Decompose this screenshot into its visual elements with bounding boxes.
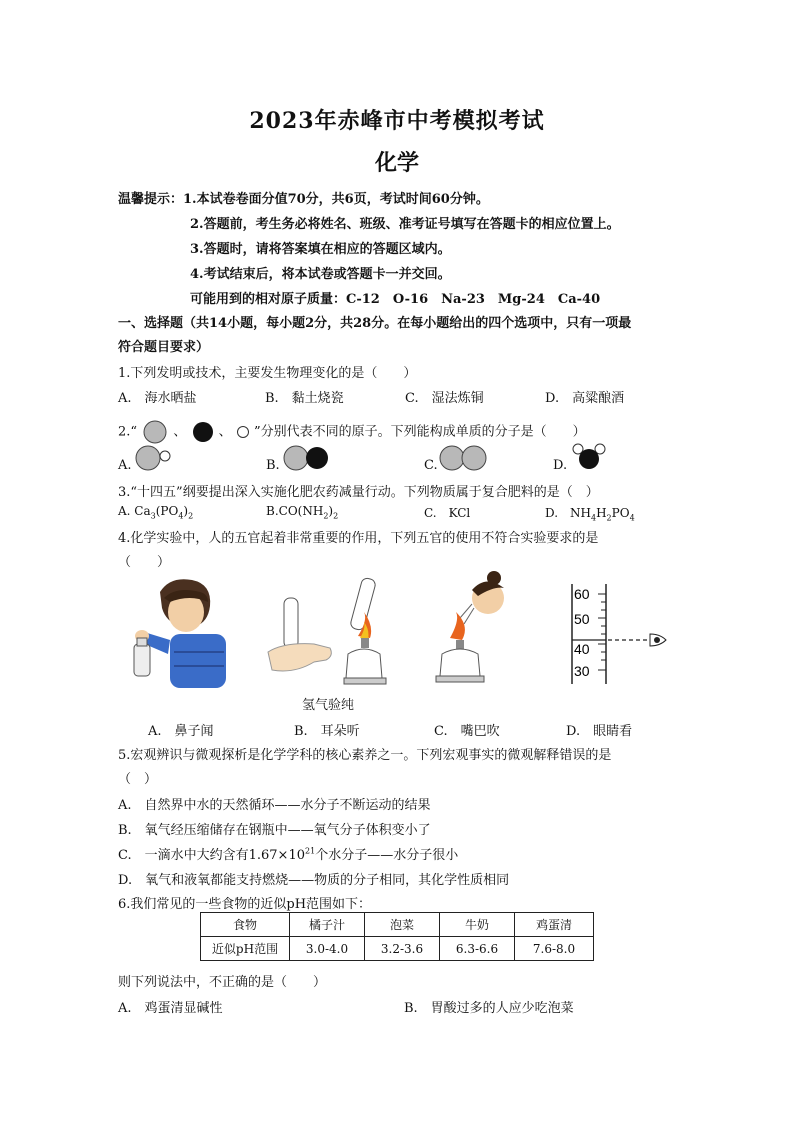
q5-stem-line1: 5.宏观辨识与微观探析是化学学科的核心素养之一。下列宏观事实的微观解释错误的是	[118, 748, 612, 763]
black-atom-icon	[191, 420, 215, 444]
cylinder-label-40: 40	[574, 641, 590, 657]
q6-stem: 6.我们常见的一些食物的近似pH范围如下：	[118, 897, 372, 912]
table-cell: 3.2-3.6	[365, 937, 440, 961]
q2-option-a-letter: A.	[118, 458, 132, 473]
q1-option-b: B. 黏土烧瓷	[265, 391, 344, 406]
q2-stem-post: ”分别代表不同的原子。下列能构成单质的分子是（ ）	[253, 424, 586, 440]
table-cell: 6.3-6.6	[440, 937, 515, 961]
exam-subject: 化学	[374, 150, 419, 176]
q4-option-a: A. 鼻子闻	[148, 724, 214, 739]
section-heading-1: 一、选择题（共14小题，每小题2分，共28分。在每小题给出的四个选项中，只有一项最	[118, 316, 632, 331]
q5-option-c: C. 一滴水中大约含有$1.67\times 10^{21}$个水分子——水分子很小	[118, 846, 459, 863]
table-header-cell: 牛奶	[440, 913, 515, 937]
table-header-cell: 泡菜	[365, 913, 440, 937]
notice-label	[118, 188, 489, 207]
q2-molecule-d-icon	[570, 440, 610, 470]
section-heading-2: 符合题目要求）	[118, 340, 210, 355]
q2-molecule-a-icon	[134, 444, 176, 472]
q2-option-d-letter: D.	[553, 458, 568, 473]
q6-option-a: A. 鸡蛋清显碱性	[118, 1001, 223, 1016]
notice-label-text: 温馨提示：	[118, 192, 184, 207]
q3-option-b: $B.CO(NH_2)_2$	[266, 504, 339, 521]
table-header-cell: 橘子汁	[290, 913, 365, 937]
q3-option-c: C. KCl	[424, 506, 471, 520]
q4-stem-line1: 4.化学实验中，人的五官起着非常重要的作用，下列五官的使用不符合实验要求的是	[118, 531, 599, 546]
table-row	[201, 937, 594, 961]
q2-stem-sep2: 、	[218, 424, 232, 440]
smelling-illustration-icon	[120, 572, 232, 690]
q4-option-b: B. 耳朵听	[294, 724, 360, 739]
notice-item-2: 2.答题前，考生务必将姓名、班级、准考证号填写在答题卡的相应位置上。	[190, 217, 620, 232]
notice-item-3: 3.答题时，请将答案填在相应的答题区域内。	[190, 242, 451, 257]
q6-option-b: B. 胃酸过多的人应少吃泡菜	[404, 1001, 574, 1016]
q4-option-d: D. 眼睛看	[566, 724, 633, 739]
cylinder-label-50: 50	[574, 611, 590, 627]
q1-option-d: D. 高粱酿酒	[545, 391, 625, 406]
table-header-cell: 食物	[201, 913, 290, 937]
q4-option-c: C. 嘴巴吹	[434, 724, 500, 739]
q1-option-a: A. 海水晒盐	[118, 391, 197, 406]
atomic-mass: 可能用到的相对原子质量：C-12 O-16 Na-23 Mg-24 Ca-40	[190, 292, 601, 307]
q3-stem: 3.“十四五”纲要提出深入实施化肥农药减量行动。下列物质属于复合肥料的是（ ）	[118, 485, 599, 500]
q3-option-d: D. $NH_4H_2PO_4$	[545, 506, 635, 523]
notice-item-4: 4.考试结束后，将本试卷或答题卡一并交回。	[190, 267, 451, 282]
q2-option-c-letter: C.	[424, 458, 438, 473]
table-cell: 3.0-4.0	[290, 937, 365, 961]
cylinder-label-30: 30	[574, 663, 590, 679]
q4-stem-line2: （ ）	[118, 555, 171, 570]
ph-table	[200, 912, 594, 961]
q3-option-a: A. $Ca_3(PO_4)_2$	[118, 504, 194, 521]
cylinder-label-60: 60	[574, 586, 590, 602]
q1-option-c: C. 湿法炼铜	[405, 391, 484, 406]
gray-atom-icon	[141, 420, 169, 444]
q2-molecule-c-icon	[439, 444, 489, 472]
exam-title: 2023年赤峰市中考模拟考试	[249, 108, 545, 134]
q1-stem: 1.下列发明或技术，主要发生物理变化的是（ ）	[118, 366, 417, 381]
q2-option-b-letter: B.	[266, 458, 280, 473]
table-row	[201, 913, 594, 937]
q5-option-d: D. 氧气和液氧都能支持燃烧——物质的分子相同，其化学性质相同	[118, 873, 510, 888]
q2-stem-sep1: 、	[173, 424, 187, 440]
q5-option-b: B. 氧气经压缩储存在钢瓶中——氧气分子体积变小了	[118, 823, 431, 838]
q6-question: 则下列说法中，不正确的是（ ）	[118, 975, 327, 990]
q5-stem-line2: （ ）	[118, 772, 158, 787]
table-cell: 7.6-8.0	[515, 937, 594, 961]
hydrogen-test-illustration-icon	[264, 574, 394, 688]
notice-item-1: 1.本试卷卷面分值70分，共6页，考试时间60分钟。	[183, 192, 489, 207]
q2-stem	[118, 420, 586, 444]
blowing-illustration-icon	[430, 568, 530, 688]
q5-option-a: A. 自然界中水的天然循环——水分子不断运动的结果	[118, 798, 431, 813]
table-cell: 近似pH范围	[201, 937, 290, 961]
small-atom-icon	[236, 425, 250, 439]
q4-figure-caption: 氢气验纯	[302, 698, 355, 713]
cylinder-reading-illustration-icon	[566, 582, 672, 686]
q2-molecule-b-icon	[282, 444, 332, 472]
q2-stem-pre: 2.“	[118, 424, 138, 440]
table-header-cell: 鸡蛋清	[515, 913, 594, 937]
